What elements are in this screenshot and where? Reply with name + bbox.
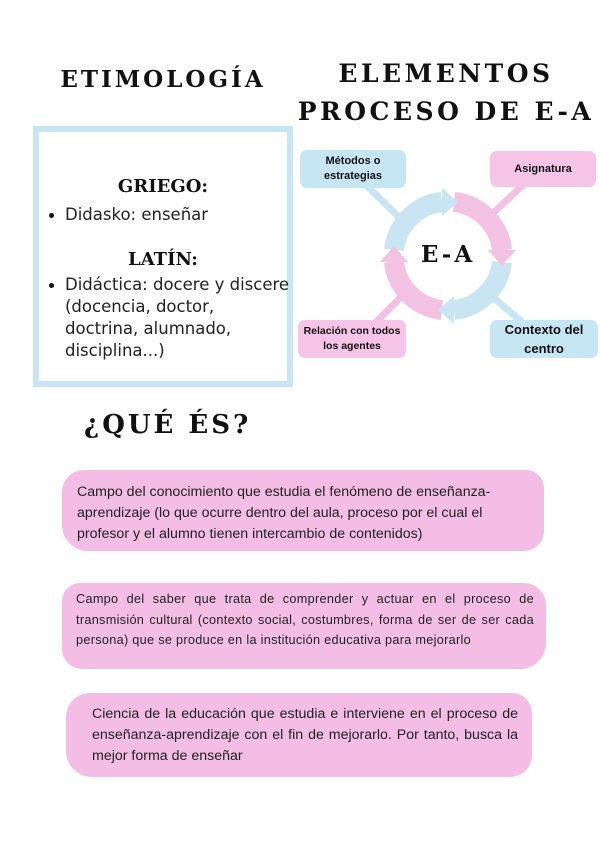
- griego-heading: GRIEGO:: [117, 176, 209, 197]
- ea-center-label: E-A: [420, 241, 476, 268]
- connector-contexto: [494, 298, 522, 322]
- elementos-title: [296, 55, 596, 131]
- que-es-title: ¿QUÉ ÉS?: [84, 410, 252, 440]
- callout-asignatura: Asignatura: [490, 151, 596, 187]
- connector-asignatura: [492, 186, 522, 214]
- griego-item: Didasko: enseñar: [65, 204, 275, 226]
- etimologia-title: ETIMOLOGÍA: [60, 66, 266, 93]
- definition-1: Campo del conocimiento que estudia el fenómeno de enseñanza-aprendizaje (lo que ocurre dentro del aula, proceso por el cual el profesor y el alumno tienen intercambio de contenidos): [62, 470, 544, 551]
- definition-3: Ciencia de la educación que estudia e interviene en el proceso de enseñanza-aprendizaje con el fin de mejorarlo. Por tanto, busca la mejor forma de enseñar: [66, 693, 532, 777]
- callout-metodos: Métodos o estrategias: [300, 150, 406, 188]
- latin-heading: LATÍN:: [128, 249, 198, 270]
- elementos-diagram: [296, 140, 600, 370]
- elementos-title-line2: PROCESO DE E-A: [297, 97, 595, 126]
- callout-relacion: Relación con todos los agentes: [298, 320, 406, 358]
- ring-segment-pink-bottom: [394, 262, 442, 310]
- etimologia-box: [33, 126, 293, 387]
- connector-relacion: [376, 298, 400, 322]
- callout-contexto: Contexto del centro: [490, 320, 598, 358]
- connector-metodos: [368, 187, 400, 218]
- elementos-title-line1: ELEMENTOS: [338, 59, 554, 88]
- latin-item: Didáctica: docere y discere (docencia, doctor, doctrina, alumnado, disciplina...): [65, 275, 290, 360]
- definition-2: Campo del saber que trata de comprender y actuar en el proceso de transmisión cultural (contexto social, costumbres, forma de ser de ser cada persona) que se produce en la institución educativa para mejorarlo: [62, 583, 546, 669]
